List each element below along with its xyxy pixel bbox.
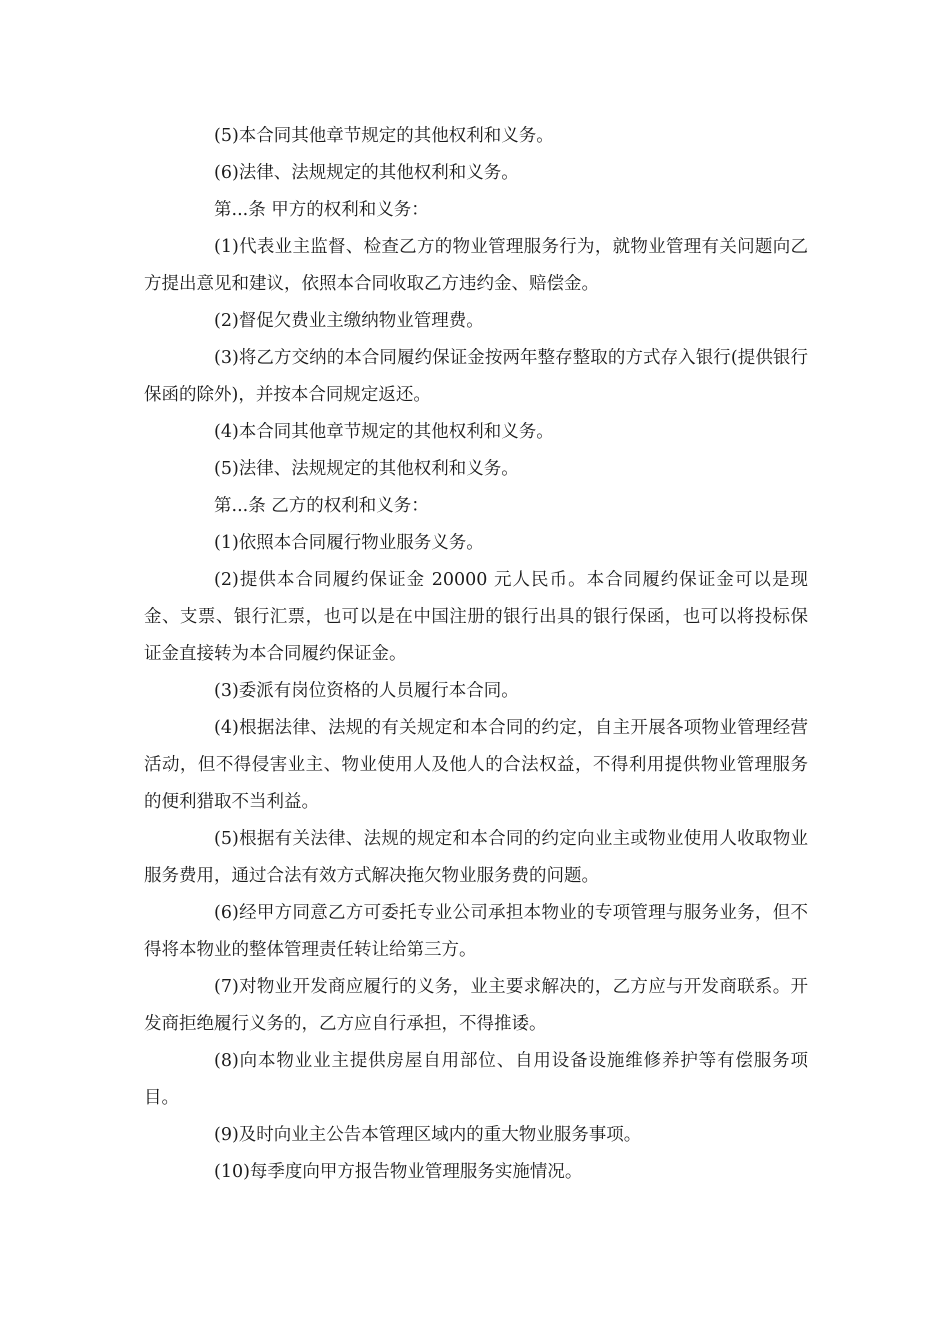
clause-item: (10)每季度向甲方报告物业管理服务实施情况。	[214, 1162, 583, 1182]
clause-item: (7)对物业开发商应履行的义务，业主要求解决的，乙方应与开发商联系。开发商拒绝履行义务的，乙方应自行承担，不得推诿。	[144, 977, 808, 1034]
clause-item: (5)根据有关法律、法规的规定和本合同的约定向业主或物业使用人收取物业服务费用，通过合法有效方式解决拖欠物业服务费的问题。	[144, 829, 808, 886]
clause-item: (1)代表业主监督、检查乙方的物业管理服务行为，就物业管理有关问题向乙方提出意见和建议，依照本合同收取乙方违约金、赔偿金。	[144, 237, 808, 294]
clause-item: (9)及时向业主公告本管理区域内的重大物业服务事项。	[214, 1125, 642, 1145]
clause-item: (3)将乙方交纳的本合同履约保证金按两年整存整取的方式存入银行(提供银行保函的除外)，并按本合同规定返还。	[144, 348, 808, 405]
clause-item: (2)提供本合同履约保证金 20000 元人民币。本合同履约保证金可以是现金、支票、银行汇票，也可以是在中国注册的银行出具的银行保函，也可以将投标保证金直接转为本合同履约保证金。	[144, 570, 808, 664]
clause-item: (3)委派有岗位资格的人员履行本合同。	[214, 681, 519, 701]
article-heading: 第...条 甲方的权利和义务：	[214, 200, 429, 220]
clause-item: (6)经甲方同意乙方可委托专业公司承担本物业的专项管理与服务业务，但不得将本物业的整体管理责任转让给第三方。	[144, 903, 808, 960]
clause-item: (4)本合同其他章节规定的其他权利和义务。	[214, 422, 554, 442]
clause-item: (5)法律、法规规定的其他权利和义务。	[214, 459, 519, 479]
clause-item: (2)督促欠费业主缴纳物业管理费。	[214, 311, 484, 331]
clause-item: (4)根据法律、法规的有关规定和本合同的约定，自主开展各项物业管理经营活动，但不得侵害业主、物业使用人及他人的合法权益，不得利用提供物业管理服务的便利猎取不当利益。	[144, 718, 808, 812]
clause-item: (8)向本物业业主提供房屋自用部位、自用设备设施维修养护等有偿服务项目。	[144, 1051, 808, 1108]
clause-item: (6)法律、法规规定的其他权利和义务。	[214, 163, 519, 183]
clause-item: (5)本合同其他章节规定的其他权利和义务。	[214, 126, 554, 146]
document-body	[144, 118, 808, 1191]
clause-item: (1)依照本合同履行物业服务义务。	[214, 533, 484, 553]
article-heading: 第...条 乙方的权利和义务：	[214, 496, 429, 516]
